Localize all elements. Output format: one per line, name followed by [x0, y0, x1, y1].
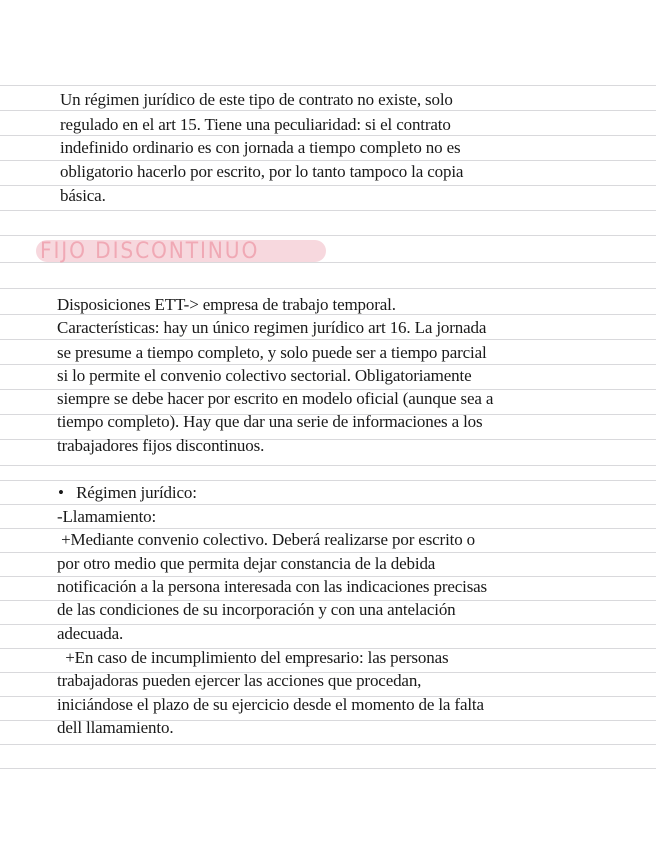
text-line: dell llamamiento.: [57, 718, 174, 737]
text-line: trabajadores fijos discontinuos.: [57, 436, 265, 455]
rule-line: [0, 480, 656, 481]
text-line: tiempo completo). Hay que dar una serie de informaciones a los: [57, 412, 483, 431]
text-line: si lo permite el convenio colectivo sectorial. Obligatoriamente: [57, 366, 472, 385]
section-heading: [40, 236, 278, 266]
rule-line: [0, 364, 656, 365]
rule-line: [0, 160, 656, 161]
text-line: indefinido ordinario es con jornada a tiempo completo no es: [60, 138, 461, 157]
text-line: notificación a la persona interesada con las indicaciones precisas: [57, 577, 488, 596]
bullet-item: • Régimen jurídico:: [58, 483, 197, 502]
rule-line: [0, 288, 656, 289]
text-line: trabajadoras pueden ejercer las acciones que procedan,: [57, 671, 422, 690]
rule-line: [0, 110, 656, 111]
text-line: se presume a tiempo completo, y solo puede ser a tiempo parcial: [57, 343, 487, 362]
text-line: siempre se debe hacer por escrito en modelo oficial (aunque sea a: [57, 389, 494, 408]
text-line: por otro medio que permita dejar constancia de la debida: [57, 554, 436, 573]
text-line: Un régimen jurídico de este tipo de contrato no existe, solo: [60, 90, 453, 109]
subheading: -Llamamiento:: [57, 507, 157, 526]
rule-line: [0, 768, 656, 769]
text-line: +Mediante convenio colectivo. Deberá realizarse por escrito o: [57, 530, 476, 549]
text-line: Características: hay un único regimen jurídico art 16. La jornada: [57, 318, 487, 337]
text-line: de las condiciones de su incorporación y con una antelación: [57, 600, 456, 619]
text-line: regulado en el art 15. Tiene una peculiaridad: si el contrato: [60, 115, 451, 134]
rule-line: [0, 744, 656, 745]
rule-line: [0, 85, 656, 86]
text-line: adecuada.: [57, 624, 124, 643]
rule-line: [0, 552, 656, 553]
text-line: obligatorio hacerlo por escrito, por lo tanto tampoco la copia: [60, 162, 464, 181]
rule-line: [0, 135, 656, 136]
rule-line: [0, 210, 656, 211]
text-line: iniciándose el plazo de su ejercicio desde el momento de la falta: [57, 695, 484, 714]
heading-text: FIJO DISCONTINUO: [40, 238, 260, 264]
rule-line: [0, 339, 656, 340]
rule-line: [0, 504, 656, 505]
text-line: +En caso de incumplimiento del empresario: las personas: [57, 648, 449, 667]
text-line: Disposiciones ETT-> empresa de trabajo temporal.: [57, 295, 396, 314]
text-line: básica.: [60, 186, 106, 205]
rule-line: [0, 465, 656, 466]
rule-line: [0, 528, 656, 529]
